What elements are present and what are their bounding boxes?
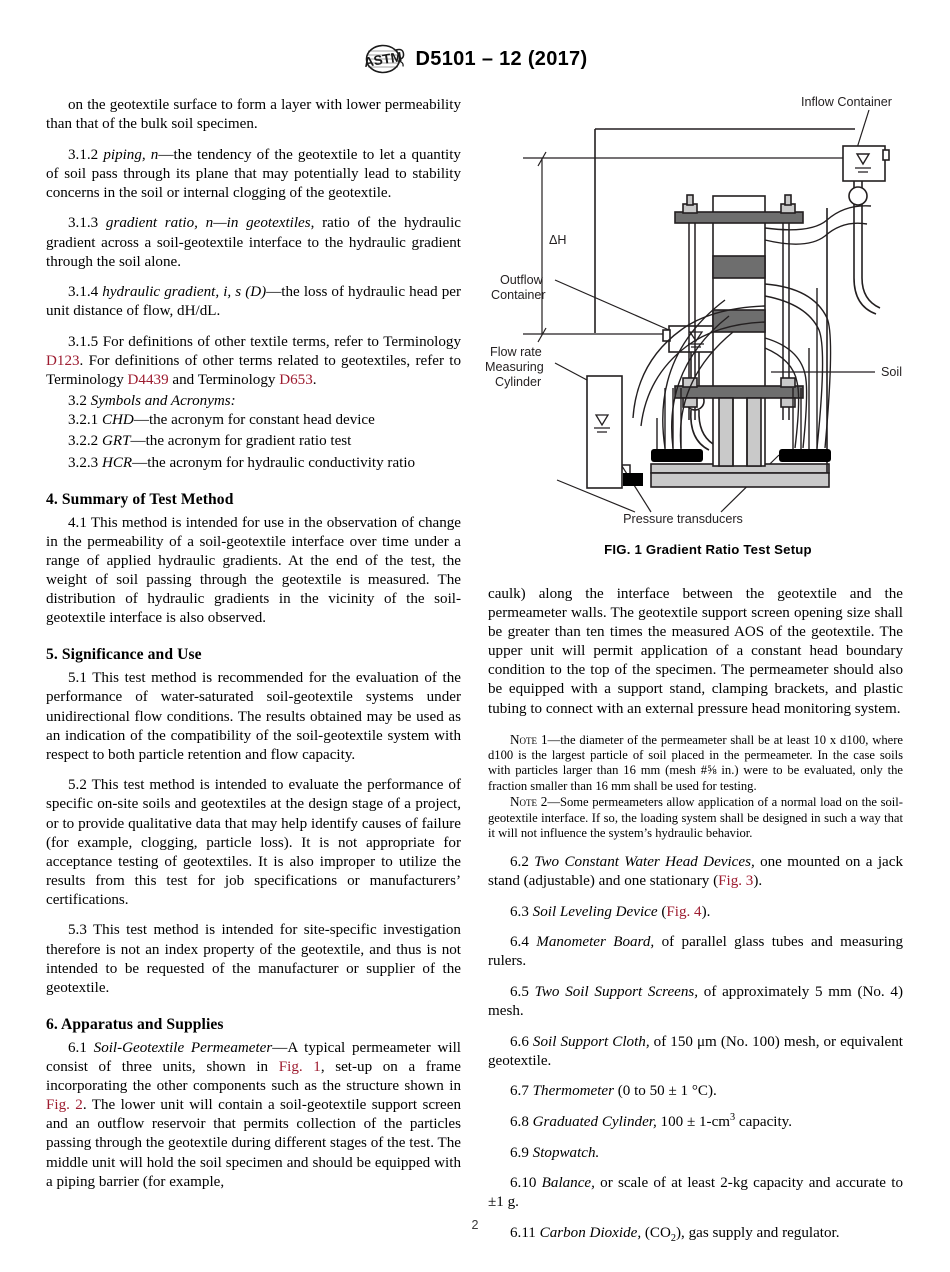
paragraph-6-10: [488, 1174, 903, 1212]
note-label: Note 1: [510, 731, 548, 747]
paragraph-text: (0 to 50 ± 1 °C).: [613, 1083, 717, 1100]
term-permeameter: Soil-Geotextile Permeameter: [93, 1039, 273, 1056]
paragraph-6-5: [488, 983, 903, 1021]
paragraph-number: 6.7: [510, 1083, 529, 1100]
paragraph-6-3: [488, 903, 903, 922]
note-text: —Some permeameters allow application of a normal load on the soil-geotextile interface. If so, the loading system shall be designed in such a way that it will not influence the system’s hydraulic behavior.: [488, 795, 903, 841]
leader-flowrate: [555, 363, 587, 380]
paragraph-number: 6.4: [510, 934, 529, 951]
inflow-container-spout: [883, 150, 889, 160]
def-text: For definitions of other textile terms, refer to Terminology: [102, 333, 461, 350]
def-text: , ratio of the hydraulic gradient across a soil-geotextile interface to the hydraulic gradient through the soil alone.: [46, 215, 462, 270]
note-2: [488, 794, 903, 841]
paragraph-6-7: [488, 1082, 903, 1101]
term-thermometer: Thermometer: [532, 1083, 614, 1100]
label-outflow-container-line2: Container: [491, 288, 546, 302]
paragraph-number: 6.1: [68, 1039, 87, 1056]
paragraph-6-4: [488, 933, 903, 971]
paragraph-number: 4.1: [68, 514, 87, 531]
paragraph-text: ), gas supply and regulator.: [676, 1224, 840, 1241]
def-text: —the acronym for hydraulic conductivity ratio: [132, 454, 416, 471]
inflow-tube-bend-right: [862, 278, 880, 308]
reference-link-fig4[interactable]: Fig. 4: [666, 903, 702, 920]
paragraph-6-8: [488, 1113, 903, 1132]
page-header: [0, 44, 950, 74]
reference-link-d123[interactable]: D123: [46, 353, 80, 370]
leader-inflow: [857, 110, 869, 148]
term-balance: Balance,: [541, 1175, 595, 1192]
paragraph-text: ).: [701, 903, 711, 920]
paragraph-text: This test method is intended for site-specific investigation therefore is not an index property of the geotextile, and thus is not intended to be requested of the manufacturer or supplier of the geotextile.: [46, 922, 461, 996]
paragraph-6-9: [488, 1144, 903, 1163]
label-inflow-container: Inflow Container: [801, 95, 893, 109]
permeameter-leg-right: [747, 398, 761, 466]
symbols-title: Symbols and Acronyms:: [90, 393, 236, 410]
figure-1-block: [483, 88, 933, 557]
term-stopwatch: Stopwatch.: [532, 1144, 600, 1161]
paragraph-text: —A typical permeameter will consist of three units, shown in: [46, 1039, 461, 1076]
leader-outflow: [555, 280, 669, 330]
term-carbon-dioxide: Carbon Dioxide,: [539, 1224, 642, 1241]
paragraph-number: 6.9: [510, 1144, 529, 1161]
paragraph-number: 6.6: [510, 1033, 529, 1050]
def-number: 3.1.2: [68, 146, 99, 163]
def-text: —the acronym for gradient ratio test: [130, 433, 352, 450]
def-number: 3.2.1: [68, 412, 99, 429]
mid-bolt-right-stem: [783, 407, 789, 420]
paragraph-text: or scale of at least 2-kg capacity and accurate to ±1 g.: [488, 1175, 903, 1211]
paragraph-number: 5.3: [68, 922, 87, 939]
paragraph-text: one mounted on a jack stand (adjustable) and one stationary (: [488, 854, 903, 890]
paragraph-6-2: [488, 853, 903, 891]
def-number: 3.2.2: [68, 433, 99, 450]
stand-base: [651, 473, 829, 487]
gradient-ratio-test-setup-diagram: [483, 88, 933, 538]
acronym-hcr: HCR: [101, 454, 133, 471]
term-graduated-cylinder: Graduated Cylinder,: [532, 1113, 657, 1130]
top-bolt-left-stem: [687, 195, 693, 205]
paragraph-text: ).: [753, 873, 763, 890]
paragraph-text: This method is intended for use in the observation of change in the permeability of a soil-geotextile interface over time under a range of applied hydraulic gradients. At the end of the test, the weight of soil passing through the geotextile is measured. The distribution of hydraulic gradients in the vicinity of the soil-geotextile interface is also observed.: [46, 514, 461, 627]
symbols-heading-3-2: [46, 392, 461, 411]
term-manometer-board: Manometer Board,: [536, 934, 655, 951]
paragraph-text: . The lower unit will contain a soil-geotextile support screen and an outflow reservoir that permits collection of the particles passing through the geotextile during different stages of the test. The middle unit will hold the soil specimen and should be equipped with a piping barrier (for example,: [46, 1097, 461, 1190]
note-1: [488, 732, 903, 795]
term-soil-leveling-device: Soil Leveling Device: [532, 903, 658, 920]
paragraph-text: , set-up on a frame incorporating the other components such as the structure shown in: [46, 1059, 461, 1095]
reference-link-d4439[interactable]: D4439: [127, 372, 169, 389]
left-text-column: [46, 96, 461, 1192]
section-heading-5: 5. Significance and Use: [46, 646, 202, 664]
outflow-tube-bend-right: [699, 410, 713, 444]
definition-3-1-4: [46, 283, 461, 321]
paragraph-number: 6.2: [510, 854, 529, 870]
svg-text:ASTM: ASTM: [362, 49, 403, 70]
reference-link-fig3[interactable]: Fig. 3: [718, 873, 754, 890]
paragraph-text: of approximately 5 mm (No. 4) mesh.: [488, 983, 903, 1020]
paragraph-number: 6.10: [510, 1175, 537, 1192]
def-term: hydraulic gradient, i, s (D): [102, 284, 267, 301]
label-soil: Soil: [881, 365, 902, 379]
def-text: .: [312, 372, 317, 389]
note-label: Note 2: [510, 794, 548, 810]
def-number: 3.2: [68, 393, 87, 410]
note-text: —the diameter of the permeameter shall be at least 10 x d100, where d100 is the largest particle of soil placed in the permeameter. In the case soils with particles larger than 16 mm (mesh #⅝ in.) were to be evaluated, only the fraction smaller than 16 mm shall be used for testing.: [488, 732, 903, 793]
def-term: gradient ratio, n—in geotextiles: [105, 215, 311, 232]
top-bolt-right-stem: [785, 195, 791, 205]
paragraph-6-1: [46, 1039, 461, 1192]
paragraph-6-6: [488, 1033, 903, 1071]
pressure-transducer-left: [651, 449, 703, 462]
mid-bolt-right-nut-top: [781, 378, 795, 387]
def-text: —the tendency of the geotextile to let a quantity of soil pass through its plane that may potentially lead to stability concerns in the soil or internal clogging of the geotextile.: [46, 146, 461, 201]
term-constant-water-head-devices: Two Constant Water Head Devices,: [534, 854, 755, 870]
def-number: 3.1.4: [68, 284, 99, 301]
def-text: —the acronym for constant head device: [133, 412, 375, 429]
paragraph-text: (CO: [641, 1224, 671, 1241]
superscript-cubic: 3: [730, 1111, 736, 1123]
outflow-tube-bend-left: [691, 410, 709, 450]
def-text: . For definitions of other terms related to geotextiles, refer to Terminology: [46, 353, 461, 389]
paragraph-5-3: [46, 921, 461, 997]
permeameter-leg-left: [719, 398, 733, 466]
paragraph-number: 5.2: [68, 777, 87, 794]
label-outflow-container-line1: Outflow: [500, 273, 543, 287]
figure-1-caption: FIG. 1 Gradient Ratio Test Setup: [604, 542, 812, 557]
paragraph-text: (: [657, 903, 667, 920]
acronym-chd: CHD: [101, 412, 134, 429]
label-delta-h: ΔH: [549, 233, 567, 247]
label-flow-rate-line2: Measuring: [485, 360, 544, 374]
paragraph-number: 5.1: [68, 670, 87, 687]
paragraph-text: 100 ± 1-cm: [656, 1113, 731, 1130]
paragraph-4-1: [46, 514, 461, 629]
paragraph-carryover-right: caulk) along the interface between the geotextile and the permeameter walls. The geotextile support screen opening size shall be greater than ten times the measured AOS of the geotextile. The upper unit will permit application of a constant head boundary condition to the top of the specimen. The permeameter should also be equipped with a support stand, clamping brackets, and plastic tubing to connect with an external pressure head monitoring system.: [488, 586, 903, 717]
reference-link-fig2[interactable]: Fig. 2: [46, 1097, 83, 1114]
paragraph-text: This test method is intended to evaluate the performance of specific on-site soils and geotextiles at the design stage of a project, or to provide qualitative data that may help identify causes of failure (for example, clogging, particle loss). It is not appropriate for acceptance testing of geotextiles. It is also improper to utilize the results from this test for job specifications or manufacturers’ certifications.: [46, 777, 461, 908]
paragraph-text: of parallel glass tubes and measuring rulers.: [488, 934, 904, 970]
term-soil-support-cloth: Soil Support Cloth,: [532, 1033, 650, 1050]
paragraph-5-1: [46, 669, 461, 764]
def-text: —the loss of hydraulic head per unit distance of flow, dH/dL.: [46, 284, 461, 320]
carryover-text: on the geotextile surface to form a layer with lower permeability than that of the bulk soil specimen.: [46, 97, 461, 133]
symbol-3-2-2: [46, 432, 461, 451]
def-term: piping, n: [103, 146, 159, 163]
section-heading-6: 6. Apparatus and Supplies: [46, 1015, 224, 1033]
def-number: 3.1.5: [68, 333, 99, 350]
label-pressure-transducers: Pressure transducers: [623, 512, 743, 526]
page-number: 2: [471, 1218, 479, 1232]
paragraph-5-2: [46, 776, 461, 910]
paragraph-number: 6.5: [510, 983, 529, 1000]
reference-link-d653[interactable]: D653: [279, 372, 313, 389]
astm-logo-icon: [363, 44, 407, 74]
definition-3-1-2: [46, 146, 461, 203]
transducer-flow-block: [623, 473, 643, 486]
label-flow-rate-line1: Flow rate: [490, 345, 542, 359]
permeameter-band-upper: [713, 256, 765, 278]
term-soil-support-screens: Two Soil Support Screens,: [534, 983, 699, 1000]
symbol-3-2-3: [46, 454, 461, 473]
acronym-grt: GRT: [101, 433, 131, 450]
subscript-co2: 2: [670, 1232, 677, 1244]
label-flow-rate-line3: Cylinder: [495, 375, 542, 389]
paragraph-number: 6.11: [510, 1224, 536, 1241]
paragraph-text: of 150 μm (No. 100) mesh, or equivalent geotextile.: [488, 1033, 903, 1069]
pressure-transducer-right: [779, 449, 831, 462]
paragraph-number: 6.3: [510, 903, 529, 920]
paragraph-carryover: [46, 96, 461, 134]
definition-3-1-5: [46, 333, 461, 390]
inflow-valve-icon: [849, 187, 867, 205]
def-text: and Terminology: [168, 372, 280, 389]
def-number: 3.1.3: [68, 215, 99, 232]
paragraph-text: This test method is recommended for the evaluation of the performance of water-saturated soil-geotextile systems under unidirectional flow conditions. The results obtained may be used as an indication of the compatibility of the soil-geotextile system with respect to both particle retention and flow capacity.: [46, 670, 461, 763]
paragraph-number: 6.8: [510, 1113, 529, 1130]
section-heading-4: 4. Summary of Test Method: [46, 490, 234, 508]
right-text-column: [488, 585, 903, 1243]
symbol-3-2-1: [46, 411, 461, 430]
inflow-tube-bend-left: [854, 278, 876, 314]
def-number: 3.2.3: [68, 454, 99, 471]
definition-3-1-3: [46, 214, 461, 271]
paragraph-text: capacity.: [735, 1113, 793, 1130]
standard-designation: D5101 – 12 (2017): [415, 47, 588, 70]
reference-link-fig1[interactable]: Fig. 1: [278, 1059, 321, 1076]
